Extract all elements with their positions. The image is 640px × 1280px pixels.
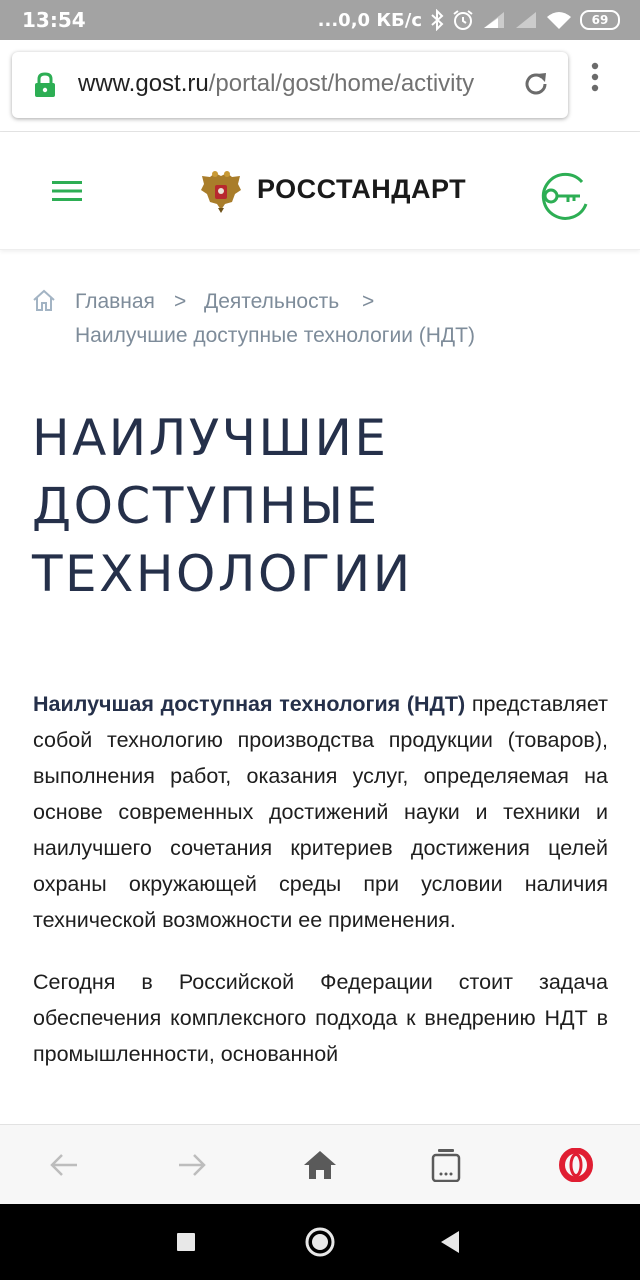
url-path: /portal/gost/home/activity [208, 70, 475, 97]
status-time: 13:54 [22, 8, 86, 32]
home-icon [303, 1150, 337, 1180]
url-domain: www.gost.ru [78, 70, 209, 97]
key-login-icon[interactable] [536, 170, 592, 226]
arrow-right-icon [177, 1152, 207, 1178]
network-speed: ...0,0 КБ/с [317, 9, 422, 31]
signal-icon-2 [514, 10, 538, 30]
square-icon [176, 1232, 196, 1252]
more-vert-icon[interactable] [590, 62, 600, 92]
paragraph-definition [33, 686, 608, 938]
page-title [32, 404, 612, 608]
system-back-button[interactable] [432, 1224, 468, 1260]
tabs-button[interactable] [426, 1145, 466, 1185]
status-bar [0, 0, 640, 40]
page-title-line: ТЕХНОЛОГИИ [32, 545, 413, 603]
wifi-icon [546, 10, 572, 30]
site-header [0, 132, 640, 250]
breadcrumb-item-current: Наилучшие доступные технологии (НДТ) [75, 324, 475, 347]
tabs-icon [431, 1148, 461, 1182]
system-navigation-bar [0, 1204, 640, 1280]
site-title[interactable]: РОССТАНДАРТ [257, 174, 467, 204]
status-indicators [318, 6, 620, 34]
browser-toolbar [0, 1124, 640, 1204]
back-button[interactable] [44, 1145, 84, 1185]
hamburger-menu-icon[interactable] [52, 180, 82, 202]
page-title-line: НАИЛУЧШИЕ [32, 409, 389, 467]
system-home-button[interactable] [302, 1224, 338, 1260]
coat-of-arms-icon [198, 168, 244, 214]
home-icon[interactable] [32, 288, 56, 312]
breadcrumb-item-home[interactable]: Главная [75, 290, 155, 313]
signal-icon-1 [482, 10, 506, 30]
browser-address-area [0, 40, 640, 132]
arrow-left-icon [49, 1152, 79, 1178]
definition-text: представляет собой технологию производства продукции (товаров), выполнения работ, оказания услуг, определяемая на основе современных достижений науки и техники и наилучшего сочетания критериев достижения целей охраны окружающей среды при условии наличия технической возможности ее применения. [33, 692, 608, 932]
page-title-line: ДОСТУПНЫЕ [32, 477, 380, 535]
article-body [33, 686, 608, 1124]
lock-icon [34, 72, 56, 98]
triangle-back-icon [439, 1230, 461, 1254]
address-bar[interactable] [12, 52, 568, 118]
reload-icon[interactable] [520, 68, 552, 100]
alarm-icon [452, 9, 474, 31]
definition-term: Наилучшая доступная технология (НДТ) [33, 692, 466, 716]
breadcrumb-item-activity[interactable]: Деятельность [204, 290, 340, 313]
circle-icon [304, 1226, 336, 1258]
browser-home-button[interactable] [300, 1145, 340, 1185]
opera-logo-icon [559, 1148, 593, 1182]
battery-indicator: 69 [580, 10, 620, 30]
paragraph-intro: Сегодня в Российской Федерации стоит задача обеспечения комплексного подхода к внедрению НДТ в промышленности, основанной [33, 970, 608, 1066]
bluetooth-icon [430, 9, 444, 31]
breadcrumb-separator: > [174, 290, 187, 313]
url-text[interactable] [78, 70, 518, 98]
forward-button[interactable] [172, 1145, 212, 1185]
breadcrumb-separator: > [362, 290, 375, 313]
opera-menu-button[interactable] [556, 1145, 596, 1185]
recent-apps-button[interactable] [168, 1224, 204, 1260]
